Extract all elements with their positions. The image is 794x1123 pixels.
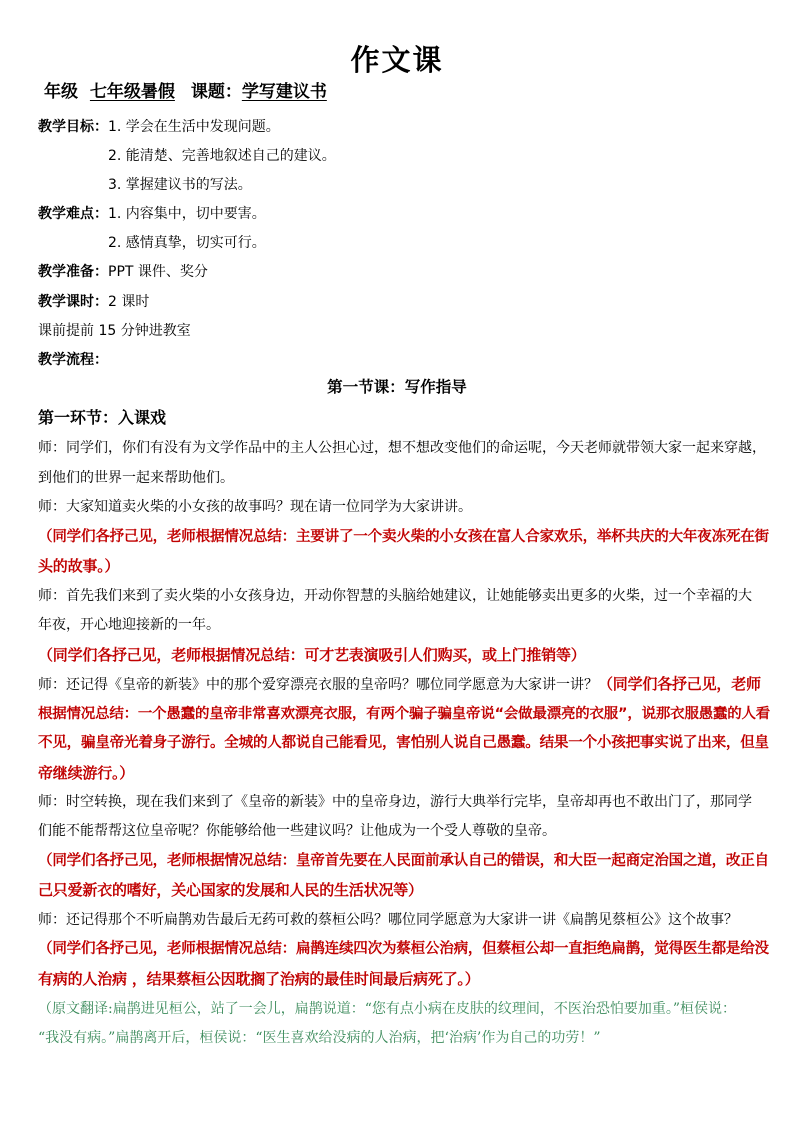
summary-line: 帝继续游行。） [38, 764, 135, 782]
paragraph-line: 师：同学们，你们有没有为文学作品中的主人公担心过，想不想改变他们的命运呢，今天老师就带领大家一起来穿越， [38, 440, 766, 456]
summary-line: （同学们各抒己见，老师根据情况总结：可才艺表演吸引人们购买，或上门推销等） [38, 646, 586, 664]
lesson-title: 第一节课：写作指导 [327, 377, 467, 396]
goals-row [38, 117, 280, 137]
page-title: 作文课 [350, 43, 444, 77]
paragraph-line: 师：时空转换，现在我们来到了《皇帝的新装》中的皇帝身边，游行大典举行完毕，皇帝却再也不敢出门了，那同学 [38, 794, 752, 810]
summary-line: 头的故事。） [38, 557, 120, 575]
prep-value: PPT 课件、奖分 [108, 264, 208, 280]
difficulties-label: 教学难点： [38, 206, 108, 222]
translation-line: （原文翻译:扁鹊进见桓公，站了一会儿，扁鹊说道：“您有点小病在皮肤的纹理间，不医治恐怕要加重。”桓侯说： [38, 1001, 737, 1017]
prep-row [38, 262, 208, 282]
summary-line: 不见，骗皇帝光着身子游行。全城的人都说自己能看见，害怕别人说自己愚蠢。结果一个小孩把事实说了出来，但皇 [38, 735, 769, 751]
paragraph-line [38, 674, 761, 695]
process-label: 教学流程： [38, 352, 108, 368]
translation-line: “我没有病。”扁鹊离开后，桓侯说：“医生喜欢给没病的人治病，把‘治病’作为自己的功劳！” [38, 1030, 601, 1046]
goal-item: 2. 能清楚、完善地叙述自己的建议。 [108, 148, 336, 164]
difficulty-item: 1. 内容集中，切中要害。 [108, 206, 266, 222]
goal-item: 3. 掌握建议书的写法。 [108, 177, 252, 193]
paragraph-line: 年夜，开心地迎接新的一年。 [38, 617, 220, 633]
summary-line: （同学们各抒己见，老师根据情况总结：扁鹊连续四次为蔡桓公治病，但蔡桓公却一直拒绝扁鹊，觉得医生都是给没 [38, 941, 769, 957]
paragraph-text: 师：还记得《皇帝的新装》中的那个爱穿漂亮衣服的皇帝吗？哪位同学愿意为大家讲一讲？ [38, 677, 598, 693]
summary-line: （同学们各抒己见，老师根据情况总结：主要讲了一个卖火柴的小女孩在富人合家欢乐，举杯共庆的大年夜冻死在街 [38, 529, 769, 545]
hours-label: 教学课时： [38, 294, 108, 310]
difficulties-row [38, 204, 266, 224]
paragraph-line: 到他们的世界一起来帮助他们。 [38, 470, 234, 486]
arrival-note: 课前提前 15 分钟进教室 [38, 323, 191, 339]
difficulty-item: 2. 感情真挚，切实可行。 [108, 235, 266, 251]
lesson-header [44, 82, 327, 102]
goals-label: 教学目标： [38, 119, 108, 135]
topic-label: 课题： [190, 82, 242, 102]
hours-value: 2 课时 [108, 294, 150, 310]
hours-row [38, 292, 149, 312]
summary-line: 根据情况总结：一个愚蠢的皇帝非常喜欢漂亮衣服，有两个骗子骗皇帝说“会做最漂亮的衣服”，说那衣服愚蠢的人看 [38, 706, 771, 722]
summary-line: 己只爱新衣的嗜好，关心国家的发展和人民的生活状况等） [38, 881, 423, 899]
paragraph-line: 师：大家知道卖火柴的小女孩的故事吗？现在请一位同学为大家讲讲。 [38, 499, 472, 515]
summary-line: （同学们各抒己见，老师根据情况总结：皇帝首先要在人民面前承认自己的错误，和大臣一起商定治国之道，改正自 [38, 853, 769, 869]
summary-text: （同学们各抒己见，老师 [598, 675, 761, 693]
paragraph-line: 师：还记得那个不听扁鹊劝告最后无药可救的蔡桓公吗？哪位同学愿意为大家讲一讲《扁鹊见蔡桓公》这个故事？ [38, 912, 738, 928]
goal-item: 1. 学会在生活中发现问题。 [108, 119, 280, 135]
paragraph-line: 师：首先我们来到了卖火柴的小女孩身边，开动你智慧的头脑给她建议，让她能够卖出更多的火柴，过一个幸福的大 [38, 588, 752, 604]
grade-label: 年级 [44, 82, 78, 102]
summary-line: 有病的人治病 ，结果蔡桓公因耽搁了治病的最佳时间最后病死了。） [38, 970, 480, 988]
topic-value: 学写建议书 [241, 82, 327, 102]
paragraph-line: 们能不能帮帮这位皇帝呢？你能够给他一些建议吗？让他成为一个受人尊敬的皇帝。 [38, 823, 556, 839]
section-heading: 第一环节：入课戏 [38, 408, 167, 427]
grade-value: 七年级暑假 [89, 82, 175, 102]
prep-label: 教学准备： [38, 264, 108, 280]
